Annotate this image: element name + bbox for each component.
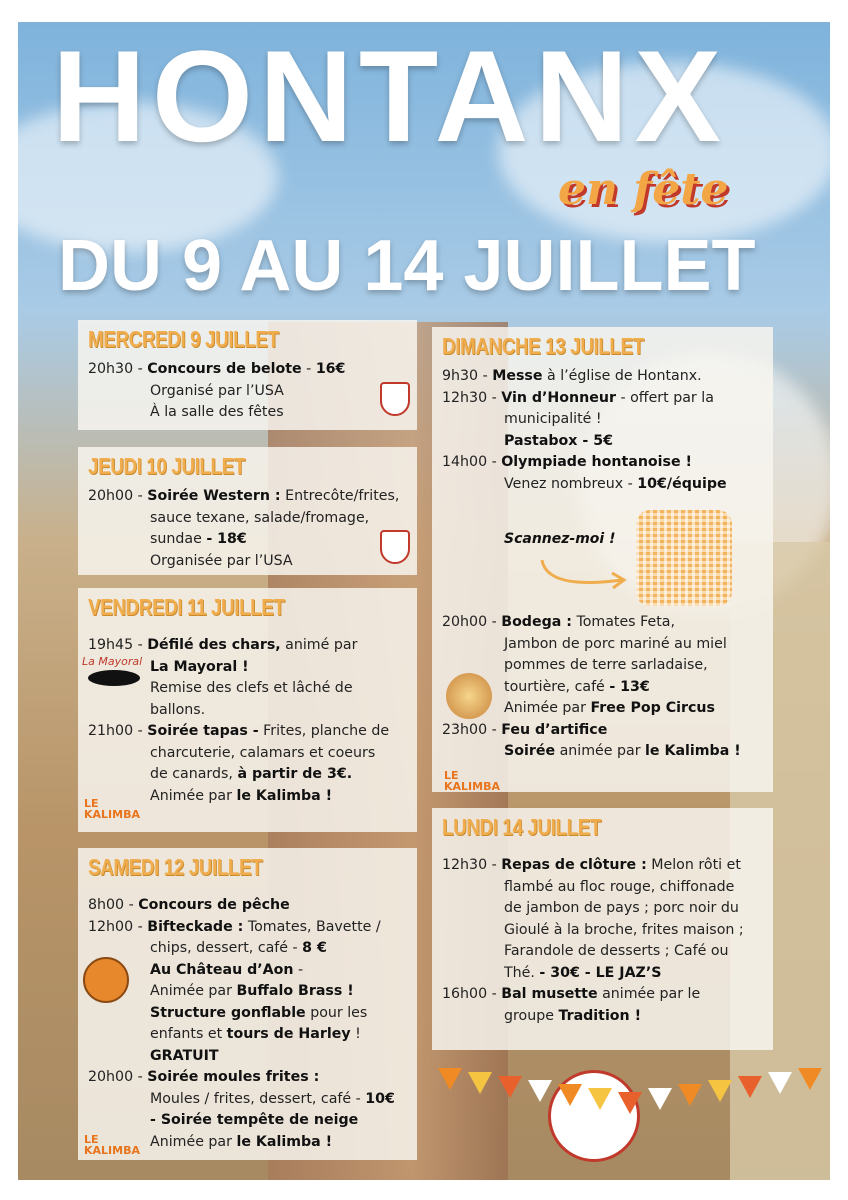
event-highlight: Bifteckade : (147, 918, 244, 935)
event-line-continued (442, 898, 765, 920)
bunting-flag (708, 1080, 732, 1102)
event-text: Frites, planche de (258, 723, 390, 739)
event-line-continued (442, 877, 765, 899)
event-highlight: Repas de clôture : (501, 857, 647, 873)
day-heading: DIMANCHE 13 JUILLET (442, 333, 644, 359)
arrow-icon (537, 555, 632, 595)
event-text: Organisée par l’USA (150, 552, 293, 569)
bunting-flag (588, 1088, 612, 1110)
event-highlight: Concours de belote (147, 361, 302, 377)
bunting-flag (648, 1088, 672, 1110)
event-text: 20h00 - (88, 488, 148, 504)
event-text: Animée par (504, 700, 591, 716)
event-line (88, 635, 409, 657)
event-highlight: Buffalo Brass ! (236, 983, 354, 999)
event-line-continued (88, 981, 409, 1003)
bunting-flag (738, 1076, 762, 1098)
event-text: Entrecôte/frites, (280, 488, 400, 504)
bunting-flag (678, 1084, 702, 1106)
event-highlight: GRATUIT (150, 1047, 219, 1064)
event-line-continued (88, 764, 409, 786)
day-heading: LUNDI 14 JUILLET (442, 814, 602, 840)
event-text: - offert par la (615, 389, 714, 406)
event-text: Animée par (150, 787, 237, 804)
event-highlight: - 30€ - LE JAZ’S (539, 964, 662, 981)
event-line-continued (88, 743, 409, 765)
event-text: municipalité ! (504, 411, 602, 427)
event-text: 21h00 - (88, 723, 148, 739)
event-highlight: 16€ (315, 361, 346, 377)
event-highlight: Soirée moules frites : (147, 1069, 320, 1085)
event-line-continued (88, 508, 409, 530)
event-line (88, 917, 409, 939)
event-text: - (301, 361, 316, 377)
event-highlight: tours de Harley (226, 1026, 351, 1042)
event-highlight: Bal musette (501, 986, 598, 1002)
event-text: sundae (150, 531, 207, 547)
event-text: Remise des clefs et lâché de (150, 680, 353, 696)
event-text: sauce texane, salade/fromage, (150, 509, 370, 526)
event-text: Moules / frites, dessert, café - (150, 1090, 366, 1107)
event-text: 23h00 - (442, 721, 502, 738)
day-box-wednesday (78, 320, 417, 430)
event-line (442, 452, 765, 474)
event-line-continued (442, 431, 765, 453)
event-text: 19h45 - (88, 637, 148, 653)
bunting-flag (528, 1080, 552, 1102)
event-highlight: à partir de 3€. (237, 766, 353, 782)
day-box-saturday (78, 848, 417, 1160)
day-box-monday (432, 808, 773, 1050)
event-text: à l’église de Hontanx. (542, 368, 702, 384)
event-highlight: Structure gonflable (150, 1004, 306, 1021)
event-text: animé par (280, 637, 358, 653)
event-text: pour les (305, 1004, 368, 1021)
event-line-continued (88, 529, 409, 551)
day-box-sunday (432, 327, 773, 792)
event-text: 12h30 - (442, 857, 502, 873)
event-text: enfants et (150, 1026, 227, 1042)
event-text: 14h00 - (442, 454, 502, 470)
event-line-continued (88, 1089, 409, 1111)
event-text: Thé. (504, 964, 540, 981)
event-highlight: Soirée Western : (147, 488, 281, 504)
event-line (88, 1067, 409, 1089)
event-highlight: Vin d’Honneur (501, 389, 616, 406)
event-text: À la salle des fêtes (150, 404, 284, 420)
event-text: Tomates, Bavette / (243, 918, 381, 935)
event-highlight: Au Château d’Aon (150, 961, 294, 978)
hat-icon (88, 670, 140, 686)
event-line-continued (442, 655, 741, 677)
event-highlight: - Soirée tempête de neige (150, 1112, 359, 1128)
event-text: 20h00 - (442, 614, 502, 630)
event-line-continued (88, 960, 409, 982)
event-line-continued (442, 963, 765, 985)
bunting-flag (498, 1076, 522, 1098)
scan-me-label: Scannez-moi ! (504, 531, 616, 547)
event-line-continued (442, 741, 741, 763)
event-text: ballons. (150, 701, 206, 718)
event-highlight: 10€/équipe (637, 475, 727, 492)
kalimba-logo: LE KALIMBA (444, 769, 500, 793)
event-text: 16h00 - (442, 986, 502, 1002)
day-box-thursday (78, 447, 417, 575)
event-line-continued (88, 1003, 409, 1025)
event-text: Melon rôti et (646, 857, 741, 873)
event-line-continued (88, 551, 409, 573)
event-line (442, 388, 765, 410)
event-text: animée par (555, 743, 646, 759)
event-text: chips, dessert, café - (150, 940, 303, 956)
event-line (442, 984, 765, 1006)
event-line-continued (442, 634, 741, 656)
event-highlight: Pastabox - 5€ (504, 432, 613, 449)
event-line (88, 486, 409, 508)
bunting-flag (558, 1084, 582, 1106)
event-line-continued (88, 381, 409, 403)
event-highlight: 10€ (365, 1090, 395, 1107)
event-highlight: le Kalimba ! (236, 787, 333, 804)
day-box-friday (78, 588, 417, 832)
event-line-continued (88, 700, 409, 722)
event-line-continued (88, 1110, 409, 1132)
event-line-continued (88, 402, 409, 424)
usa-club-logo (380, 530, 410, 564)
event-line (88, 895, 409, 917)
event-text: pommes de terre sarladaise, (504, 657, 708, 673)
event-line-continued (88, 1024, 409, 1046)
bunting-flag (438, 1068, 462, 1090)
event-highlight: le Kalimba ! (236, 1133, 333, 1150)
event-text: flambé au floc rouge, chiffonade (504, 878, 735, 895)
bunting-flag (798, 1068, 822, 1090)
poster-dates: DU 9 AU 14 JUILLET (58, 226, 756, 306)
event-text: 8h00 - (88, 897, 139, 913)
event-highlight: Messe (492, 368, 543, 384)
event-text: animée par le (597, 986, 701, 1002)
day-heading: SAMEDI 12 JUILLET (88, 854, 263, 880)
day-heading: MERCREDI 9 JUILLET (88, 326, 279, 352)
event-highlight: - 13€ (609, 678, 650, 695)
event-line-continued (442, 920, 765, 942)
event-line (88, 721, 409, 743)
event-text: Venez nombreux - (504, 475, 638, 492)
event-text: de jambon de pays ; porc noir du (504, 900, 739, 916)
event-highlight: Feu d’artifice (501, 721, 608, 738)
event-highlight: Bodega : (501, 614, 572, 630)
event-line (442, 612, 741, 634)
event-line-continued (442, 409, 765, 431)
event-highlight: - 18€ (206, 531, 247, 547)
event-highlight: La Mayoral ! (150, 658, 249, 675)
event-text: Animée par (150, 1133, 237, 1150)
event-line-continued (442, 941, 765, 963)
event-text: Farandole de desserts ; Café ou (504, 943, 729, 959)
kalimba-logo: LE KALIMBA (84, 1133, 140, 1157)
event-line (442, 855, 765, 877)
event-text: Animée par (150, 983, 237, 999)
poster (18, 22, 830, 1180)
la-mayoral-logo: La Mayoral (82, 655, 143, 668)
poster-subtitle: en fête (558, 164, 729, 215)
event-highlight: Concours de pêche (138, 897, 290, 913)
bunting-flag (468, 1072, 492, 1094)
bunting-flag (768, 1072, 792, 1094)
event-text: 20h30 - (88, 361, 148, 377)
poster-title: HONTANX (52, 23, 728, 169)
event-line (88, 359, 409, 381)
event-text: ! (350, 1026, 361, 1042)
event-text: 12h30 - (442, 389, 502, 406)
event-line-continued (442, 474, 765, 496)
free-pop-circus-logo (446, 673, 492, 719)
event-text: groupe (504, 1007, 559, 1024)
event-text: de canards, (150, 766, 238, 782)
event-highlight: 8 € (302, 940, 327, 956)
event-text: charcuterie, calamars et coeurs (150, 744, 376, 761)
day-heading: JEUDI 10 JUILLET (88, 453, 245, 479)
event-text: Organisé par l’USA (150, 382, 284, 399)
event-text: Gioulé à la broche, frites maison ; (504, 921, 744, 938)
buffalo-brass-logo (83, 957, 129, 1003)
event-line-continued (442, 1006, 765, 1028)
event-text: tourtière, café (504, 678, 610, 695)
event-line-continued (88, 1046, 409, 1068)
event-line-continued (88, 938, 409, 960)
event-text: 20h00 - (88, 1069, 148, 1085)
event-highlight: Tradition ! (558, 1007, 642, 1024)
day-heading: VENDREDI 11 JUILLET (88, 594, 285, 620)
usa-club-logo (380, 382, 410, 416)
event-text: Jambon de porc mariné au miel (504, 635, 727, 652)
event-text: Tomates Feta, (571, 614, 675, 630)
event-highlight: Soirée tapas - (147, 723, 259, 739)
event-text: - (293, 961, 304, 978)
event-highlight: Olympiade hontanoise ! (501, 454, 693, 470)
event-text: 9h30 - (442, 368, 493, 384)
event-line (442, 366, 765, 388)
event-line (442, 720, 741, 742)
event-highlight: Défilé des chars, (147, 637, 281, 653)
event-highlight: le Kalimba ! (645, 743, 741, 759)
qr-code[interactable] (636, 510, 732, 606)
event-highlight: Soirée (504, 743, 556, 759)
event-highlight: Free Pop Circus (590, 700, 715, 716)
event-text: 12h00 - (88, 918, 148, 935)
bunting-flag (618, 1092, 642, 1114)
kalimba-logo: LE KALIMBA (84, 797, 140, 821)
